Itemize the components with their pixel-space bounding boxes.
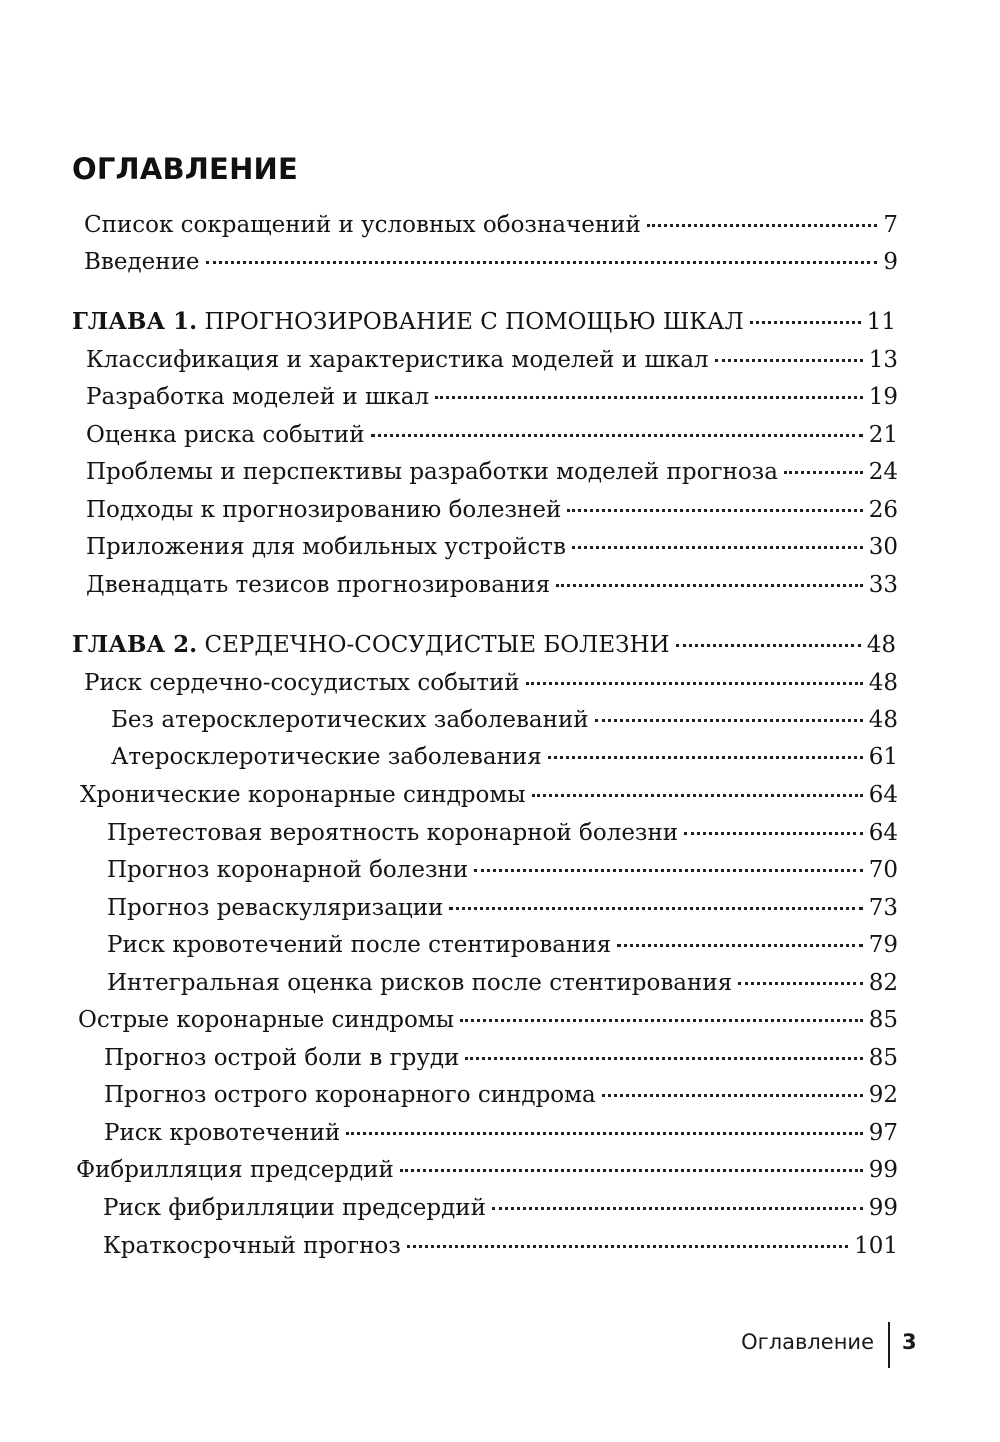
toc-entry-page: 48 <box>868 707 898 733</box>
dot-leader <box>526 681 863 685</box>
toc-entry[interactable] <box>76 1155 898 1185</box>
toc-entry-page: 101 <box>854 1233 898 1259</box>
dot-leader <box>449 906 862 910</box>
toc-entry-title: Хронические коронарные синдромы <box>80 782 526 808</box>
toc-entry[interactable] <box>107 893 898 923</box>
dot-leader <box>400 1168 863 1172</box>
page-title: ОГЛАВЛЕНИЕ <box>72 152 299 186</box>
chapter-heading <box>72 307 744 337</box>
toc-entry-title: Введение <box>84 249 200 275</box>
toc-entry-page: 19 <box>868 384 898 410</box>
toc-entry[interactable] <box>86 345 898 375</box>
chapter-number: ГЛАВА 1. <box>72 308 198 335</box>
toc-entry[interactable] <box>78 1005 898 1035</box>
toc-entry-title: Интегральная оценка рисков после стентирования <box>107 970 733 996</box>
toc-entry-title: Проблемы и перспективы разработки моделей прогноза <box>86 459 778 485</box>
dot-leader <box>460 1018 863 1022</box>
toc-entry-title: Прогноз коронарной болезни <box>107 857 469 883</box>
toc-entry-page: 92 <box>868 1082 898 1108</box>
chapter-name: ПРОГНОЗИРОВАНИЕ С ПОМОЩЬЮ ШКАЛ <box>204 309 744 335</box>
dot-leader <box>676 643 861 647</box>
toc-entry[interactable] <box>111 705 898 735</box>
toc-entry-introduction[interactable] <box>84 247 898 277</box>
dot-leader <box>647 223 878 227</box>
toc-entry-page: 97 <box>868 1120 898 1146</box>
toc-entry-title: Классификация и характеристика моделей и шкал <box>86 347 709 373</box>
toc-entry-title: Прогноз реваскуляризации <box>107 895 444 921</box>
toc-entry-page: 26 <box>868 497 898 523</box>
dot-leader <box>492 1206 863 1210</box>
footer-divider <box>888 1322 890 1368</box>
dot-leader <box>784 470 863 474</box>
page-number: 3 <box>902 1330 917 1354</box>
dot-leader <box>567 508 862 512</box>
toc-entry[interactable] <box>107 968 898 998</box>
toc-entry[interactable] <box>104 1118 898 1148</box>
dot-leader <box>684 831 863 835</box>
dot-leader <box>602 1093 863 1097</box>
toc-entry-title: Оценка риска событий <box>86 422 365 448</box>
toc-entry-page: 85 <box>868 1007 898 1033</box>
dot-leader <box>572 545 863 549</box>
toc-entry[interactable] <box>103 1193 898 1223</box>
toc-entry-title: Фибрилляция предсердий <box>76 1157 394 1183</box>
dot-leader <box>474 868 863 872</box>
toc-entry-title: Риск фибрилляции предсердий <box>103 1195 486 1221</box>
toc-entry-page: 7 <box>883 212 898 238</box>
toc-entry[interactable] <box>80 780 898 810</box>
toc-entry[interactable] <box>86 382 898 412</box>
toc-entry-title: Атеросклеротические заболевания <box>111 744 542 770</box>
chapter-heading <box>72 630 670 660</box>
dot-leader <box>738 981 863 985</box>
toc-entry-page: 64 <box>868 820 898 846</box>
dot-leader <box>435 395 863 399</box>
dot-leader <box>617 943 863 947</box>
toc-entry[interactable] <box>104 1080 898 1110</box>
dot-leader <box>532 793 863 797</box>
toc-entry-title: Риск кровотечений после стентирования <box>107 932 612 958</box>
toc-entry-page: 11 <box>866 309 896 335</box>
toc-entry[interactable] <box>107 930 898 960</box>
toc-entry-title: Разработка моделей и шкал <box>86 384 430 410</box>
page-footer <box>700 1322 930 1368</box>
toc-entry-page: 48 <box>868 670 898 696</box>
dot-leader <box>556 583 863 587</box>
toc-entry-page: 99 <box>868 1195 898 1221</box>
dot-leader <box>750 320 861 324</box>
toc-entry-title: Список сокращений и условных обозначений <box>84 212 641 238</box>
toc-entry-title: Риск кровотечений <box>104 1120 341 1146</box>
toc-entry-title: Претестовая вероятность коронарной болезни <box>107 820 679 846</box>
toc-entry[interactable] <box>111 742 898 772</box>
toc-entry-title: Двенадцать тезисов прогнозирования <box>86 572 551 598</box>
toc-entry-page: 30 <box>868 534 898 560</box>
toc-entry-page: 9 <box>883 249 898 275</box>
toc-entry[interactable] <box>86 570 898 600</box>
toc-entry-page: 33 <box>868 572 898 598</box>
toc-entry-title: Краткосрочный прогноз <box>103 1233 401 1259</box>
toc-entry-page: 24 <box>868 459 898 485</box>
toc-entry-title: Приложения для мобильных устройств <box>86 534 566 560</box>
toc-entry[interactable] <box>103 1231 898 1261</box>
toc-entry-page: 82 <box>868 970 898 996</box>
toc-entry-abbreviations[interactable] <box>84 210 898 240</box>
toc-entry-page: 64 <box>868 782 898 808</box>
toc-entry[interactable] <box>86 420 898 450</box>
toc-entry[interactable] <box>107 855 898 885</box>
dot-leader <box>371 433 863 437</box>
toc-entry-title: Острые коронарные синдромы <box>78 1007 454 1033</box>
toc-entry-page: 70 <box>868 857 898 883</box>
toc-entry-page: 79 <box>868 932 898 958</box>
toc-entry-page: 21 <box>868 422 898 448</box>
toc-entry-title: Риск сердечно-сосудистых событий <box>84 670 520 696</box>
dot-leader <box>346 1131 862 1135</box>
toc-entry-title: Прогноз острой боли в груди <box>104 1045 460 1071</box>
toc-entry-title: Прогноз острого коронарного синдрома <box>104 1082 596 1108</box>
dot-leader <box>715 358 863 362</box>
toc-entry-title: Подходы к прогнозированию болезней <box>86 497 562 523</box>
toc-entry-page: 61 <box>868 744 898 770</box>
toc-entry-page: 13 <box>868 347 898 373</box>
running-footer-section: Оглавление <box>741 1330 874 1354</box>
dot-leader <box>465 1056 862 1060</box>
dot-leader <box>595 718 863 722</box>
chapter-number: ГЛАВА 2. <box>72 631 198 658</box>
dot-leader <box>548 755 863 759</box>
dot-leader <box>206 260 878 264</box>
toc-entry-page: 85 <box>868 1045 898 1071</box>
toc-chapter-1[interactable] <box>72 307 896 337</box>
toc-entry-page: 73 <box>868 895 898 921</box>
toc-entry[interactable] <box>86 495 898 525</box>
dot-leader <box>407 1244 848 1248</box>
toc-entry[interactable] <box>104 1043 898 1073</box>
toc-entry[interactable] <box>84 668 898 698</box>
toc-entry-page: 48 <box>866 632 896 658</box>
toc-entry[interactable] <box>107 818 898 848</box>
toc-entry-title: Без атеросклеротических заболеваний <box>111 707 589 733</box>
toc-entry-page: 99 <box>868 1157 898 1183</box>
toc-entry[interactable] <box>86 457 898 487</box>
toc-chapter-2[interactable] <box>72 630 896 660</box>
toc-entry[interactable] <box>86 532 898 562</box>
chapter-name: СЕРДЕЧНО-СОСУДИСТЫЕ БОЛЕЗНИ <box>204 632 670 658</box>
